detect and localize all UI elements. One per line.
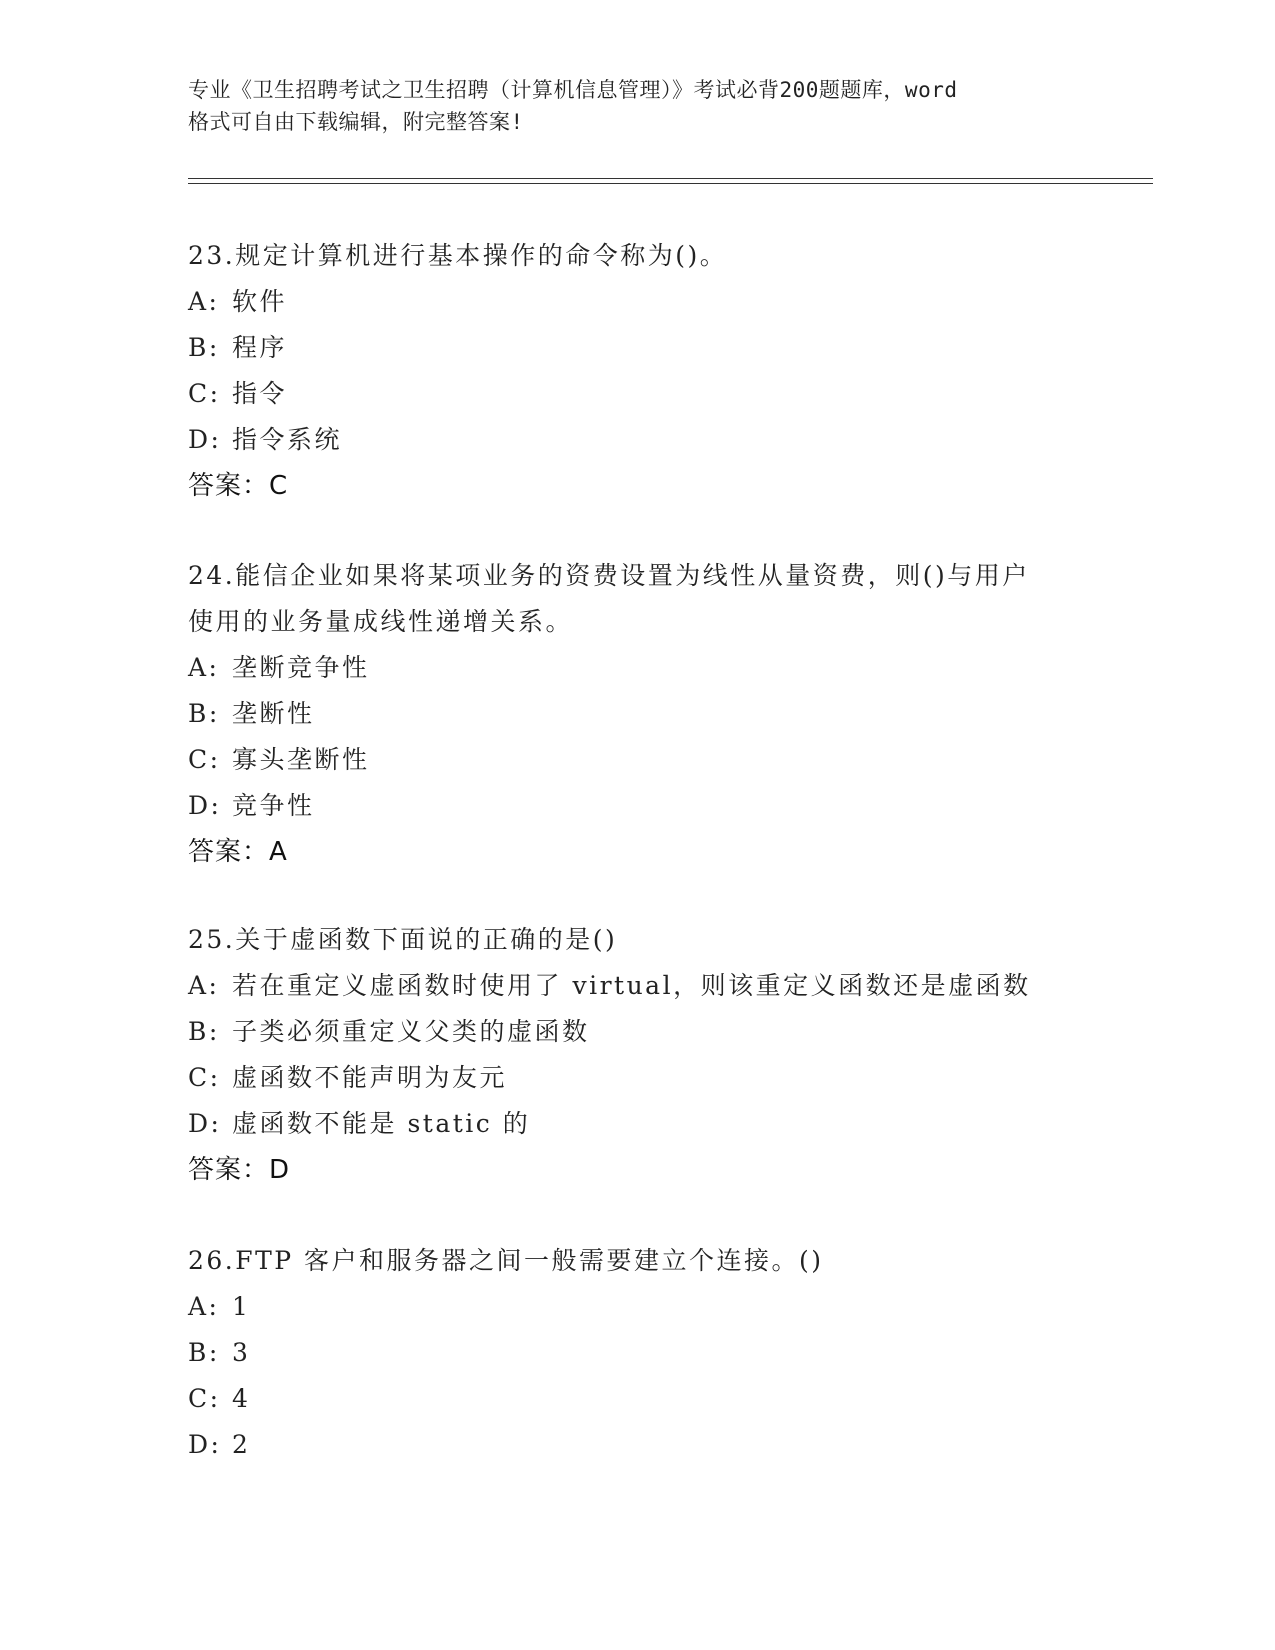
option-c (188, 1055, 1088, 1101)
question-text: 23.规定计算机进行基本操作的命令称为()。 (188, 241, 728, 270)
option-b (188, 1330, 1088, 1376)
option-text: 3 (232, 1338, 251, 1367)
option-letter: D: (188, 1430, 222, 1459)
header-line-1: 专业《卫生招聘考试之卫生招聘（计算机信息管理）》考试必背200题题库，word (188, 78, 958, 102)
question-23 (188, 233, 1088, 509)
option-letter: A: (188, 653, 220, 682)
option-b (188, 1009, 1088, 1055)
option-text: 垄断性 (232, 699, 315, 728)
option-a (188, 963, 1088, 1009)
header-divider-top (188, 178, 1153, 179)
option-c (188, 737, 1088, 783)
option-text: 指令 (232, 379, 288, 408)
option-text: 竞争性 (232, 791, 315, 820)
header-divider-bottom (188, 183, 1153, 184)
header-line-2: 格式可自由下载编辑，附完整答案! (188, 110, 524, 134)
question-text-line-1: 24.能信企业如果将某项业务的资费设置为线性从量资费，则()与用户 (188, 561, 1030, 590)
option-letter: A: (188, 971, 220, 1000)
option-letter: B: (188, 1017, 220, 1046)
option-letter: B: (188, 1338, 220, 1367)
question-text-line-2: 使用的业务量成线性递增关系。 (188, 607, 574, 636)
option-letter: B: (188, 699, 220, 728)
option-letter: B: (188, 333, 220, 362)
option-letter: D: (188, 425, 222, 454)
option-text: 垄断竞争性 (232, 653, 370, 682)
option-text: 2 (232, 1430, 251, 1459)
option-d (188, 1101, 1088, 1147)
option-text: 4 (232, 1384, 251, 1413)
option-letter: C: (188, 379, 221, 408)
option-letter: A: (188, 287, 220, 316)
option-d (188, 1422, 1088, 1468)
option-b (188, 325, 1088, 371)
option-text: 若在重定义虚函数时使用了 virtual，则该重定义函数还是虚函数 (232, 971, 1031, 1000)
option-letter: C: (188, 1384, 221, 1413)
option-text: 虚函数不能是 static 的 (232, 1109, 531, 1138)
option-a (188, 645, 1088, 691)
option-text: 1 (232, 1292, 251, 1321)
question-text: 25.关于虚函数下面说的正确的是() (188, 925, 618, 954)
option-text: 寡头垄断性 (232, 745, 370, 774)
option-text: 子类必须重定义父类的虚函数 (232, 1017, 590, 1046)
option-text: 程序 (232, 333, 288, 362)
option-a (188, 279, 1088, 325)
answer-line: 答案：A (188, 837, 288, 867)
document-header (188, 74, 1088, 138)
option-d (188, 417, 1088, 463)
option-letter: A: (188, 1292, 220, 1321)
option-d (188, 783, 1088, 829)
answer-line: 答案：C (188, 471, 289, 501)
option-text: 指令系统 (232, 425, 343, 454)
option-letter: C: (188, 1063, 221, 1092)
question-text: 26.FTP 客户和服务器之间一般需要建立个连接。() (188, 1246, 824, 1275)
option-letter: D: (188, 791, 222, 820)
question-26 (188, 1238, 1088, 1468)
question-25 (188, 917, 1088, 1193)
answer-line: 答案：D (188, 1155, 291, 1185)
option-c (188, 371, 1088, 417)
option-letter: C: (188, 745, 221, 774)
question-24 (188, 553, 1088, 875)
option-a (188, 1284, 1088, 1330)
option-b (188, 691, 1088, 737)
option-letter: D: (188, 1109, 222, 1138)
option-text: 软件 (232, 287, 288, 316)
option-text: 虚函数不能声明为友元 (232, 1063, 508, 1092)
option-c (188, 1376, 1088, 1422)
